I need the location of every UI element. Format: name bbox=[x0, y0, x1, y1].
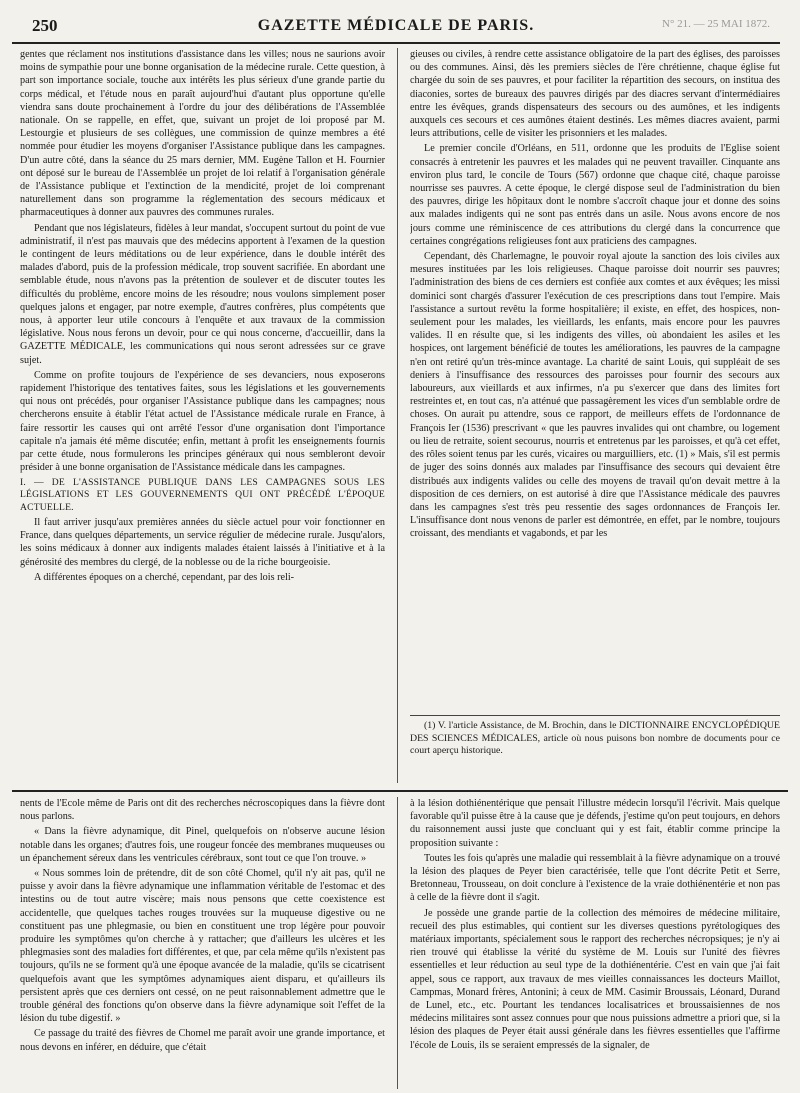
paragraph: gentes que réclament nos institutions d'assistance dans les villes; nous ne saurions avoir moins de sympathie pour une bonne organisation de la médecine rurale. Cette question, à part son importance sociale, touche aux intérêts les plus sérieux d'une grande partie du corps médical, et l'étude nous en paraît aujourd'hui d'autant plus opportune qu'elle viendra sans doute prochainement à l'ordre du jour des délibérations de l'Assemblée nationale. On se rappelle, en effet, que, suivant un projet de loi proposé par M. Lestourgie et plusieurs de ses collègues, une commission de quinze membres a été nommée pour étudier les moyens d'organiser l'Assistance publique dans les campagnes. D'un autre côté, dans la séance du 25 mars dernier, MM. Eugène Tallon et H. Fournier ont déposé sur le bureau de l'Assemblée un projet de loi relatif à l'organisation générale de l'Assistance publique et l'extinction de la mendicité, projet de loi comprenant naturellement dans son programme la réglementation des secours médicaux et pharmaceutiques à donner aux pauvres des communes rurales. bbox=[20, 49, 385, 219]
paragraph: gieuses ou civiles, à rendre cette assistance obligatoire de la part des églises, des paroisses ou des communes. Ainsi, dès les premiers siècles de l'ère chrétienne, chaque église fut chargée du soin de ses pauvres, et pour faciliter la répartition des secours, on institua des diaconies, sortes de bureaux des pauvres dirigés par des diacres servant d'intermédiaires entre les évêques, grands dispensateurs des secours ou des aumônes, et les indigents auxquels ces secours et ces aumônes étaient destinés. Les mêmes diacres avaient, parmi leurs attributions, celle de visiter les prisonniers et les malades. bbox=[410, 49, 780, 140]
paragraph: Cependant, dès Charlemagne, le pouvoir royal ajoute la sanction des lois civiles aux mesures instituées par les lois religieuses. Chaque paroisse doit nourrir ses pauvres; l'administration des biens de ces derniers est confiée aux comtes et aux évêques; les missi dominici sont chargés d'assurer l'exécution de ces prescriptions dans tout l'empire. Mais l'assistance a surtout revêtu la forme hospitalière; il existe, en effet, des hospices, non-seulement pour les malades, les vieillards, les enfants, mais encore pour les pauvres valides. Il en résulte que, si les indigents des villes, où abondaient les asiles et les hospices, ont largement bénéficié de toutes les améliorations, les pauvres de la campagne n'en ont retiré qu'un très-mince avantage. La charité de saint Louis, qui suppléait de ses deniers à l'insuffisance des ressources des paroisses pour fournir des secours aux laboureurs, aux vieillards et aux infirmes, n'a pu s'exercer que dans des limites fort restreintes et, en tout cas, n'a atténué que passagèrement les vices d'un semblable ordre de choses. On aurait pu attendre, sous ce rapport, de meilleurs effets de l'ordonnance de François Ier (1536) prescrivant « que les pauvres invalides qui ont chambre, ou logement ou lieu de retraite, soient secourus, nourris et entretenus par les paroisses, et qu'à cet effet, des rôles soient tenus par les curés, vicaires ou marguilliers, etc. (1) » Mais, s'il est permis de juger des soins donnés aux malades par l'insuffisance des secours qui devaient être distribués aux indigents valides ou celle des moyens de travail qu'on devait mettre à la disposition de ces derniers, on est autorisé à dire que l'Assistance médicale des pauvres dans les campagnes s'est très peu ressentie des sages ordonnances de François Ier. L'insuffisance dont nous venons de parler est démontrée, en effet, par le nombre, toujours croissant, des mendiants et vagabonds, et par les bbox=[410, 251, 780, 540]
section-divider bbox=[12, 790, 788, 792]
paragraph: Il faut arriver jusqu'aux premières années du siècle actuel pour voir fonctionner en France, dans quelques départements, un service régulier de médecine rurale. Jusqu'alors, les soins médicaux à donner aux indigents malades étaient laissés à l'initiative et à la générosité des membres du clergé, de la noblesse ou de la riche bourgeoisie. bbox=[20, 517, 385, 568]
paragraph: à la lésion dothiénentérique que pensait l'illustre médecin lorsqu'il l'écrivit. Mais quelque favorable qu'il puisse être à la cause que je défends, j'estime qu'on peut toujours, en dehors du raisonnement aussi juste que concluant qui y est fait, établir comme principe la proposition suivante : bbox=[410, 798, 780, 849]
paragraph: « Nous sommes loin de prétendre, dit de son côté Chomel, qu'il n'y ait pas, qu'il ne puisse y avoir dans la fièvre adynamique une inflammation véritable de l'estomac et des intestins ou de tout autre viscère; mais nous pensons que cette coexistence est accidentelle, que quelques taches rouges trouvées sur la muqueuse digestive ou ne constituent pas une phlegmasie, ou bien en constituent une trop légère pour pouvoir produire les symptômes qu'on cherche à y rattacher; que d'ailleurs les ulcères et les phlegmasies sont des maladies fort différentes, et que, par cela même qu'ils n'existent pas toujours, qu'ils ne se forment qu'à une époque avancée de la maladie, qu'ils se cicatrisent quelquefois avant que les symptômes adynamiques aient disparu, et qu'ailleurs ils persistent après que ces derniers ont cessé, on ne peut raisonnablement admettre que le trouble général des fonctions qu'on observe dans la fièvre adynamique soit l'effet de la lésion du tube digestif. » bbox=[20, 868, 385, 1025]
issue-date: N° 21. — 25 MAI 1872. bbox=[662, 18, 770, 30]
lower-right-column bbox=[410, 797, 780, 1089]
section-heading: I. — DE L'ASSISTANCE PUBLIQUE DANS LES CAMPAGNES SOUS LES LÉGISLATIONS ET LES GOUVERNEMENTS QUI ONT PRÉCÉDÉ L'ÉPOQUE ACTUELLE. bbox=[20, 476, 385, 513]
footnote-text: (1) V. l'article Assistance, de M. Brochin, dans le DICTIONNAIRE ENCYCLOPÉDIQUE DES SCIENCES MÉDICALES, article où nous puisons bon nombre de documents pour ce court aperçu historique. bbox=[410, 720, 780, 757]
paragraph: Le premier concile d'Orléans, en 511, ordonne que les produits de l'Eglise soient consacrés à entretenir les pauvres et les malades qui ne peuvent travailler. Cinquante ans environ plus tard, le concile de Tours (567) ordonne que chaque cité, chaque paroisse nourrisse ses pauvres. A cette époque, le clergé dispose seul de l'administration du bien des pauvres, dirige les hôpitaux dont le nombre s'accroît chaque jour et donne des soins aux malades indigents qui ne sont pas entrés dans un asile. Nous avons encore de nos jours comme une réminiscence de ces attributions du clergé dans la concurrence que certaines congrégations religieuses font aux praticiens des campagnes. bbox=[410, 143, 780, 247]
upper-left-column bbox=[20, 48, 385, 783]
paragraph: « Dans la fièvre adynamique, dit Pinel, quelquefois on n'observe aucune lésion notable dans les organes; d'autres fois, une rougeur foncée des membranes muqueuses ou un épanchement séreux dans les ventricules cérébraux, sont tout ce que l'on trouve. » bbox=[20, 826, 385, 864]
paragraph: Pendant que nos législateurs, fidèles à leur mandat, s'occupent surtout du point de vue administratif, il n'est pas mauvais que des médecins apportent à l'examen de la question le contingent de leurs méditations ou de leur expérience, dans le double intérêt des malades d'abord, puis de la profession médicale, trop souvent sacrifiée. En abordant une semblable étude, nous n'avons pas la prétention de soulever et de discuter toutes les difficultés du problème, encore moins de les résoudre; nous voulons simplement poser quelques jalons et engager, par notre exemple, d'autres confrères, plus compétents que nous, à apporter leur utile concours à l'enquête et aux travaux de la commission législative. Nous nous ferons un devoir, pour ce qui nous concerne, d'accueillir, dans la GAZETTE MÉDICALE, les communications qui nous seront adressées sur ce grave sujet. bbox=[20, 222, 385, 366]
journal-title: GAZETTE MÉDICALE DE PARIS. bbox=[257, 17, 535, 34]
page-header bbox=[12, 12, 780, 44]
paragraph: Toutes les fois qu'après une maladie qui ressemblait à la fièvre adynamique on a trouvé la lésion des plaques de Peyer bien caractérisée, telle que l'ont décrite Petit et Serre, Bretonneau, Trousseau, on doit conclure à l'existence de la vraie dothiénentérie et non pas à celle de la fièvre dont il s'agit. bbox=[410, 852, 780, 904]
upper-right-column bbox=[410, 48, 780, 708]
paragraph: Ce passage du traité des fièvres de Chomel me paraît avoir une grande importance, et nous devons en inférer, en déduire, que c'était bbox=[20, 1028, 385, 1053]
page-number: 250 bbox=[32, 16, 58, 35]
column-divider bbox=[397, 797, 398, 1089]
column-divider bbox=[397, 48, 398, 783]
paragraph: Je possède une grande partie de la collection des mémoires de médecine militaire, recueil des plus estimables, qui contient sur les diverses questions pyrétologiques des matériaux importants, spécialement sous le rapport des recherches nécropsiques; je n'y ai rien trouvé qui établisse la vérité du système de M. Louis sur l'unité des fièvres essentielles et leur réduction au seul type de la dothiénentérie. C'est en vain que j'ai fait appel, sous ce rapport, aux travaux de mes vieilles connaissances les docteurs Maillot, Campmas, Monard frères, Antonini; à ceux de MM. Casimir Broussais, Léonard, Durand de Lunel, etc., etc. Pourtant les tendances localisatrices et broussaisiennes de nos médecins militaires sont assez connues pour que nous puissions admettre a priori que, si la lésion des plaques de Peyer était aussi générale dans les fièvres essentielles que l'affirme l'école de Louis, ils se seraient empressés de la signaler, de bbox=[410, 907, 780, 1051]
paragraph: Comme on profite toujours de l'expérience de ses devanciers, nous exposerons rapidement l'historique des tentatives faites, sous les législations et les gouvernements qui nous ont précédés, pour organiser l'Assistance publique dans les campagnes; nous chercherons ensuite à établir l'état actuel de l'Assistance médicale rurale en France, à faire ressortir les causes qui ont arrêté l'essor d'une organisation dont l'importance capitale n'a jamais été même discutée; enfin, mettant à profit les enseignements fournis par cette étude, nous formulerons les principes généraux qui nous sembleront devoir présider à une bonne organisation de l'Assistance médicale dans les campagnes. bbox=[20, 369, 385, 474]
footnote bbox=[410, 715, 780, 758]
paragraph: nents de l'Ecole même de Paris ont dit des recherches nécroscopiques dans la fièvre dont nous parlons. bbox=[20, 798, 385, 823]
paragraph: A différentes époques on a cherché, cependant, par des lois reli- bbox=[34, 571, 295, 583]
lower-left-column bbox=[20, 797, 385, 1089]
